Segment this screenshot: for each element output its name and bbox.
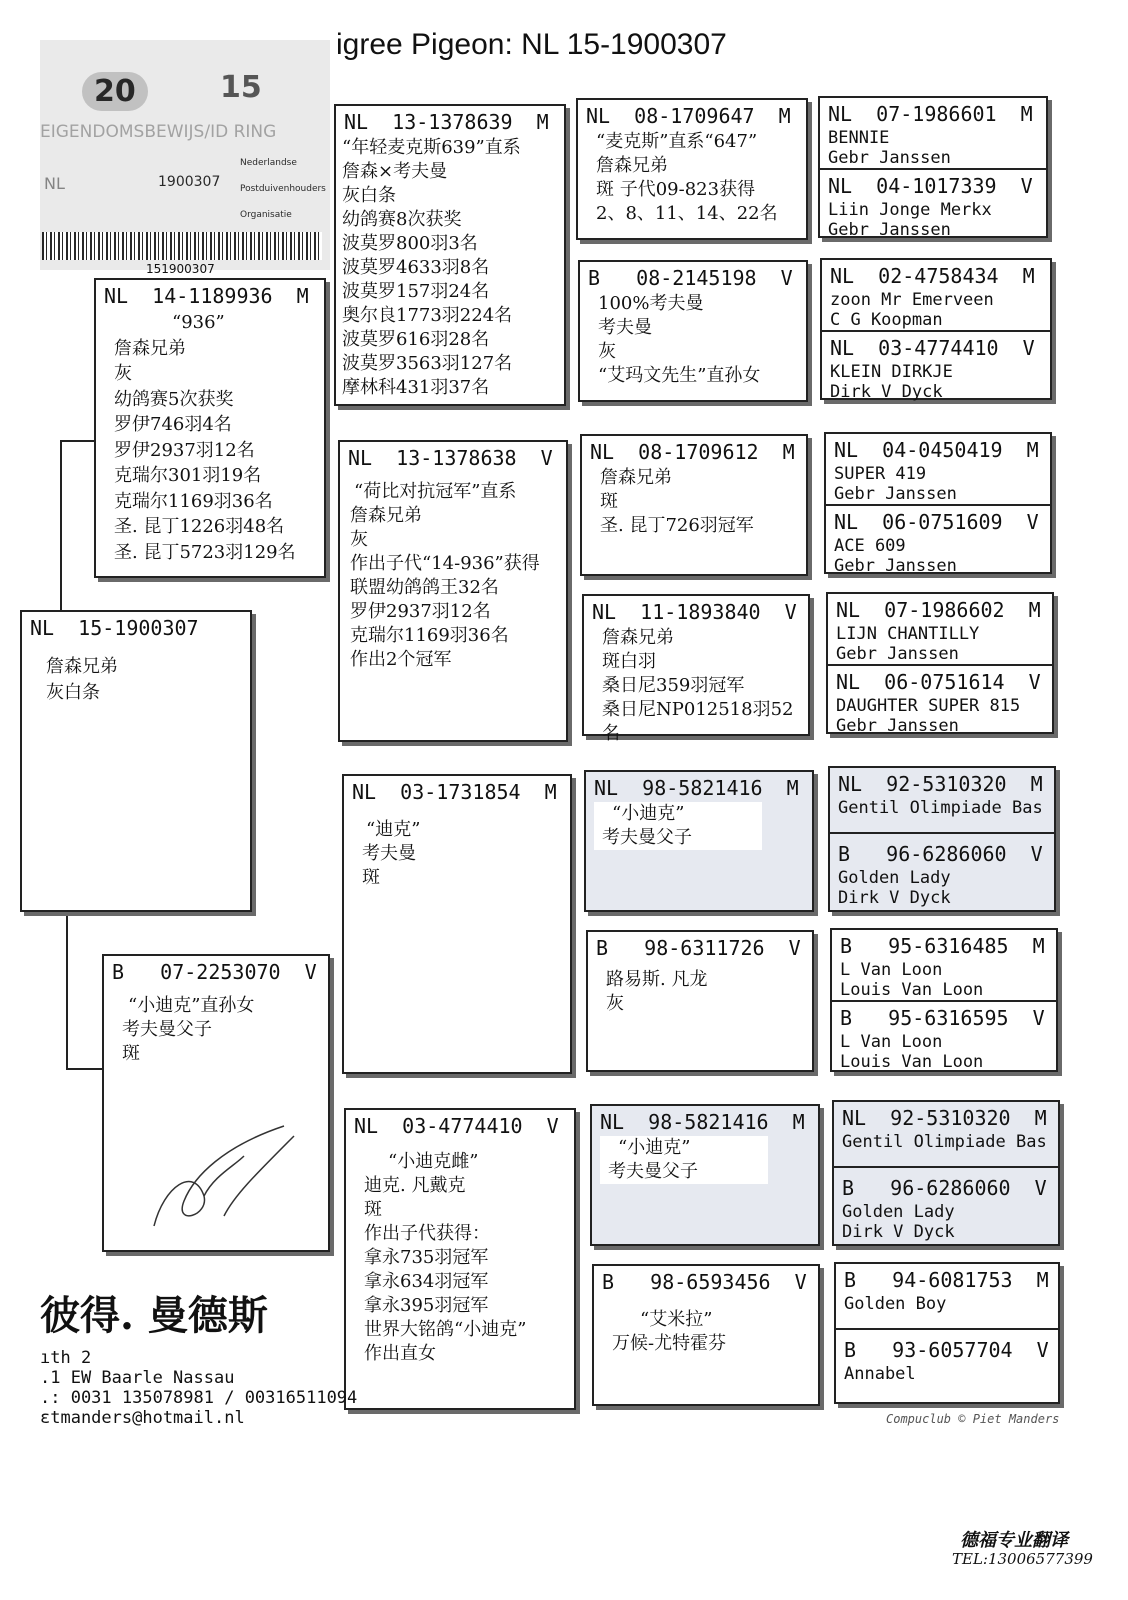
great-great-grandparent-pair [828,766,1056,912]
great-great-grandparent-pair [826,592,1054,734]
line: “小迪克” [612,803,685,824]
ring-header: B 94-6081753 M [844,1268,1049,1292]
line: 斑 [364,1199,382,1220]
great-grandparent-box [580,434,808,576]
line: “麦克斯”直系“647” [596,131,758,152]
great-great-grandparent-pair [824,432,1052,574]
line: “艾玛文先生”直孙女 [598,365,761,386]
org-lines [240,150,326,228]
ring-header: NL 02-4758434 M [830,264,1035,288]
line: 斑 [122,1043,140,1064]
line: 波莫罗800羽3名 [342,233,478,254]
ring-header: NL 06-0751609 V [834,510,1039,534]
ring-header: B 96-6286060 V [838,842,1043,866]
line: “936” [172,312,225,333]
line: 作出2个冠军 [350,649,452,670]
line: 摩林科431羽37名 [342,377,490,398]
great-grandparent-box [576,98,808,240]
translator-name: 德福专业翻译 [960,1530,1068,1551]
ring-header: NL 08-1709647 M [586,104,791,128]
line: 圣. 昆丁1226羽48名 [114,516,285,537]
ring-header: B 98-6593456 V [602,1270,807,1294]
line: 斑 [362,867,380,888]
line: 万候-尤特霍芬 [612,1333,727,1354]
org-line: Nederlandse [240,158,297,168]
grandparent-box-3 [342,774,572,1074]
address-line: .: 0031 135078981 / 00316511094 [40,1388,358,1408]
line: 詹森兄弟 [602,627,674,648]
line: 灰 [598,341,616,362]
ring-header: NL 03-4774410 V [830,336,1035,360]
line: L Van Loon [840,960,943,980]
ring-header: NL 98-5821416 M [594,776,799,800]
line: 圣. 昆丁5723羽129名 [114,541,296,563]
line: KLEIN DIRKJE [830,362,953,382]
line: 拿永634羽冠军 [364,1271,489,1292]
line: 詹森兄弟 [350,505,422,526]
line: 拿永735羽冠军 [364,1247,489,1268]
line: Annabel [844,1364,916,1384]
line: Gebr Janssen [836,716,959,736]
grandparent-box-2 [338,440,568,742]
line: 詹森×考夫曼 [342,161,448,182]
line: 桑日尼NP012518羽52名 [602,699,794,744]
line: 波莫罗3563羽127名 [342,353,513,374]
great-great-grandparent-pair [820,258,1052,400]
ring-header: NL 04-1017339 V [828,174,1033,198]
breeder-name: 彼得. 曼德斯 [40,1292,268,1339]
ring-header: B 96-6286060 V [842,1176,1047,1200]
line: “小迪克”直孙女 [128,995,255,1016]
connector [60,440,96,442]
line: 考夫曼父子 [608,1161,698,1182]
line: Liin Jonge Merkx [828,200,992,220]
line: 斑白羽 [602,651,656,672]
line: 詹森兄弟 [600,467,672,488]
connector [60,440,62,615]
ring-header: NL 11-1893840 V [592,600,797,624]
great-great-grandparent-pair [834,1262,1060,1404]
line: “荷比对抗冠军”直系 [354,481,517,502]
line: “迪克” [366,819,421,840]
line: Gebr Janssen [834,484,957,504]
ring-header: B 93-6057704 V [844,1338,1049,1362]
ring-header: B 95-6316595 V [840,1006,1045,1030]
great-great-grandparent-pair [830,928,1058,1072]
great-great-grandparent-pair [818,96,1048,238]
line: 幼鸽赛5次获奖 [114,388,234,410]
ring-header: NL 15-1900307 [30,616,199,640]
ring-header: NL 08-1709612 M [590,440,795,464]
ring-header: NL 03-1731854 M [352,780,557,804]
line: Gebr Janssen [828,220,951,240]
line: Gentil Olimpiade Bas [838,798,1043,818]
ring-number: 1900307 [158,174,221,190]
line: “小迪克” [618,1137,691,1158]
line: 罗伊746羽4名 [114,414,232,435]
page-title: igree Pigeon: NL 15-1900307 [336,28,727,61]
line: Golden Lady [838,868,951,888]
line: Dirk V Dyck [830,382,943,402]
line: 2、8、11、14、22名 [596,203,778,224]
translator-phone: TEL:13006577399 [952,1550,1093,1568]
great-great-grandparent-pair [832,1100,1060,1246]
line: BENNIE [828,128,890,148]
line: Louis Van Loon [840,1052,984,1072]
line: 作出子代获得： [364,1223,490,1244]
line: 克瑞尔301羽19名 [114,465,262,486]
line: Gebr Janssen [836,644,959,664]
great-grandparent-box [584,770,814,912]
line: SUPER 419 [834,464,927,484]
line: 圣. 昆丁726羽冠军 [600,515,754,536]
grandparent-box-1 [334,104,566,406]
line: “艾米拉” [640,1309,713,1330]
line: 考夫曼 [598,317,652,338]
line: 灰白条 [46,682,100,703]
ring-header: B 95-6316485 M [840,934,1045,958]
line: “小迪克雌” [388,1151,479,1172]
line: 罗伊2937羽12名 [350,601,491,622]
ring-header: B 08-2145198 V [588,266,793,290]
line: zoon Mr Emerveen [830,290,994,310]
line: 世界大铭鸽“小迪克” [364,1319,527,1340]
line: 灰 [606,993,624,1014]
line: 考夫曼父子 [122,1019,212,1040]
great-grandparent-box [582,594,810,744]
great-grandparent-box [586,930,814,1072]
line: 幼鸽赛8次获奖 [342,209,462,230]
line: 考夫曼 [362,843,416,864]
line: “年轻麦克斯639”直系 [342,137,521,158]
ring-header: NL 06-0751614 V [836,670,1041,694]
line: Dirk V Dyck [842,1222,955,1242]
line: 作出直女 [364,1343,436,1364]
line: Gebr Janssen [828,148,951,168]
ring-country: NL [44,174,65,193]
line: DAUGHTER SUPER 815 [836,696,1021,716]
line: 波莫罗616羽28名 [342,329,490,350]
connector [66,1068,102,1070]
line: 灰 [114,363,132,384]
year-left: 20 [82,72,148,111]
org-line: Postduivenhouders [240,184,326,194]
line: 灰 [350,529,368,550]
ring-header: NL 14-1189936 M [104,284,309,308]
line: Gebr Janssen [834,556,957,576]
line: Louis Van Loon [840,980,984,1000]
line: LIJN CHANTILLY [836,624,980,644]
line: 克瑞尔1169羽36名 [114,490,273,512]
line: 奥尔良1773羽224名 [342,305,513,326]
ring-header: NL 92-5310320 M [842,1106,1047,1130]
line: 波莫罗4633羽8名 [342,257,490,278]
line: ACE 609 [834,536,906,556]
barcode [42,232,322,260]
ring-header: NL 07-1986601 M [828,102,1033,126]
line: Golden Boy [844,1294,947,1314]
pair-divider [836,1328,1058,1330]
line: 波莫罗157羽24名 [342,281,490,302]
org-line: Organisatie [240,210,292,220]
pair-divider [830,832,1054,834]
line: 拿永395羽冠军 [364,1295,489,1316]
line: 100%考夫曼 [598,293,704,314]
ring-certificate-stamp [40,40,330,270]
sire-box [94,278,326,578]
line: Dirk V Dyck [838,888,951,908]
line: 詹森兄弟 [114,337,186,359]
grandparent-box-4 [344,1108,576,1410]
line: C G Koopman [830,310,943,330]
ring-header: NL 98-5821416 M [600,1110,805,1134]
address-line: .1 EW Baarle Nassau [40,1368,235,1388]
address-line: ıth 2 [40,1348,92,1368]
ownership-label: EIGENDOMSBEWIJS/ID RING [40,122,277,142]
year-right: 15 [220,70,262,105]
ring-header: NL 92-5310320 M [838,772,1043,796]
ring-header: NL 04-0450419 M [834,438,1039,462]
connector [66,912,68,1068]
signature-scribble [134,1106,314,1246]
line: 灰白条 [342,185,396,206]
ring-header: B 07-2253070 V [112,960,317,984]
line: Golden Lady [842,1202,955,1222]
line: 联盟幼鸽鸽王32名 [350,577,499,598]
line: 迪克. 凡戴克 [364,1175,466,1196]
ring-header: NL 13-1378639 M [344,110,549,134]
ring-header: NL 13-1378638 V [348,446,553,470]
line: 斑 [600,491,618,512]
line: L Van Loon [840,1032,943,1052]
line: 作出子代“14-936”获得 [350,553,540,574]
line: 克瑞尔1169羽36名 [350,625,509,646]
ring-header: NL 07-1986602 M [836,598,1041,622]
subject-box [20,610,252,912]
line: 詹森兄弟 [46,656,118,677]
line: 路易斯. 凡龙 [606,969,708,990]
line: Gentil Olimpiade Bas [842,1132,1047,1152]
ring-header: B 98-6311726 V [596,936,801,960]
great-grandparent-box [578,260,808,402]
breeder-address [40,1348,357,1428]
pair-divider [834,1166,1058,1168]
line: 考夫曼父子 [602,827,692,848]
dam-box [102,954,330,1252]
ring-header: NL 03-4774410 V [354,1114,559,1138]
line: 罗伊2937羽12名 [114,439,255,461]
copyright: Compuclub © Piet Manders [886,1412,1060,1426]
address-line: ɛtmanders@hotmail.nl [40,1408,245,1428]
line: 桑日尼359羽冠军 [602,675,745,696]
great-grandparent-box [592,1264,820,1406]
line: 斑 子代09-823获得 [596,179,756,200]
line: 詹森兄弟 [596,155,668,176]
great-grandparent-box [590,1104,820,1246]
barcode-number: 151900307 [146,262,215,276]
